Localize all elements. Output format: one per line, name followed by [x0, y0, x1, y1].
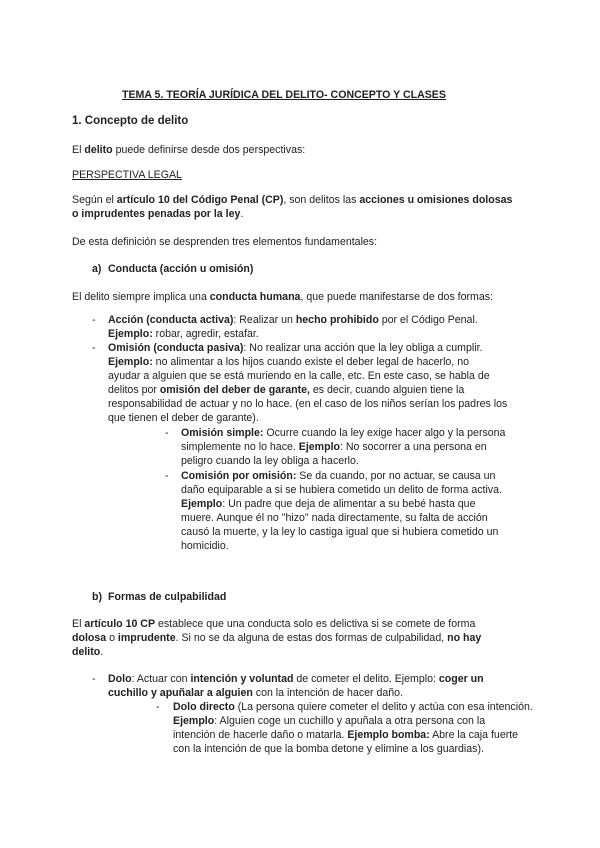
nested-list-item: Dolo directo (La persona quiere cometer el delito y actúa con esa intención.	[173, 701, 533, 713]
list-marker: a)	[92, 263, 102, 275]
list-item: Omisión (conducta pasiva): No realizar una acción que la ley obliga a cumplir.	[108, 342, 483, 354]
list-item: responsabilidad de actuar y no lo hace. (en el caso de los niños serían los padres los	[108, 398, 508, 410]
nested-list-item: muere. Aunque él no "hizo" nada directamente, su falta de acción	[181, 512, 488, 524]
paragraph: De esta definición se desprenden tres elementos fundamentales:	[72, 236, 378, 248]
list-item: que tienen el deber de garante).	[108, 412, 259, 424]
nested-list-item: intención de hacerle daño o matarla. Ejemplo bomba: Abre la caja fuerte	[173, 729, 519, 741]
bullet-dash: -	[92, 673, 96, 685]
list-item: delitos por omisión del deber de garante, es decir, cuando alguien tiene la	[108, 384, 465, 396]
paragraph: El artículo 10 CP establece que una conducta solo es delictiva si se comete de forma	[72, 618, 476, 630]
list-item: ayudar a alguien que se está muriendo en la calle, etc. En este caso, se habla de	[108, 370, 490, 382]
bullet-dash: -	[165, 427, 169, 439]
list-marker: b)	[92, 591, 102, 603]
page-title: TEMA 5. TEORÍA JURÍDICA DEL DELITO- CONCEPTO Y CLASES	[122, 89, 446, 101]
list-item: cuchillo y apuñalar a alguien con la intención de hacer daño.	[108, 687, 404, 699]
intro-paragraph: El delito puede definirse desde dos perspectivas:	[72, 144, 306, 156]
bullet-dash: -	[92, 342, 96, 354]
list-item: Ejemplo: robar, agredir, estafar.	[108, 328, 259, 340]
legal-definition: Según el artículo 10 del Código Penal (CP), son delitos las acciones u omisiones dolosas	[72, 194, 513, 206]
nested-list-item: peligro cuando la ley obliga a hacerlo.	[181, 455, 359, 467]
legal-definition: o imprudentes penadas por la ley.	[72, 208, 244, 220]
bullet-dash: -	[165, 470, 169, 482]
paragraph: dolosa o imprudente. Si no se da alguna de estas dos formas de culpabilidad, no hay	[72, 632, 482, 644]
section-heading: 1. Concepto de delito	[72, 115, 189, 127]
list-item: Acción (conducta activa): Realizar un hecho prohibido por el Código Penal.	[108, 314, 478, 326]
bullet-dash: -	[156, 701, 160, 713]
nested-list-item: Ejemplo: Alguien coge un cuchillo y apuñala a otra persona con la	[173, 715, 486, 727]
nested-list-item: Omisión simple: Ocurre cuando la ley exige hacer algo y la persona	[181, 427, 506, 439]
nested-list-item: Ejemplo: Un padre que deja de alimentar a su bebé hasta que	[181, 498, 476, 510]
subheading-legal: PERSPECTIVA LEGAL	[72, 169, 182, 181]
bullet-dash: -	[92, 314, 96, 326]
nested-list-item: daño equiparable a si se hubiera cometido un delito de forma activa.	[181, 484, 502, 496]
nested-list-item: Comisión por omisión: Se da cuando, por no actuar, se causa un	[181, 470, 496, 482]
list-item: Ejemplo: no alimentar a los hijos cuando existe el deber legal de hacerlo, no	[108, 356, 469, 368]
nested-list-item: homicidio.	[181, 540, 229, 552]
nested-list-item: simplemente no lo hace. Ejemplo: No socorrer a una persona en	[181, 441, 487, 453]
subsection-heading: Conducta (acción u omisión)	[108, 263, 254, 275]
paragraph: delito.	[72, 646, 104, 658]
subsection-heading: Formas de culpabilidad	[108, 591, 227, 603]
paragraph: El delito siempre implica una conducta humana, que puede manifestarse de dos formas:	[72, 291, 494, 303]
nested-list-item: con la intención de que la bomba detone y elimine a los guardias).	[173, 743, 484, 755]
nested-list-item: causó la muerte, y la ley lo castiga igual que si hubiera cometido un	[181, 526, 499, 538]
list-item: Dolo: Actuar con intención y voluntad de cometer el delito. Ejemplo: coger un	[108, 673, 484, 685]
